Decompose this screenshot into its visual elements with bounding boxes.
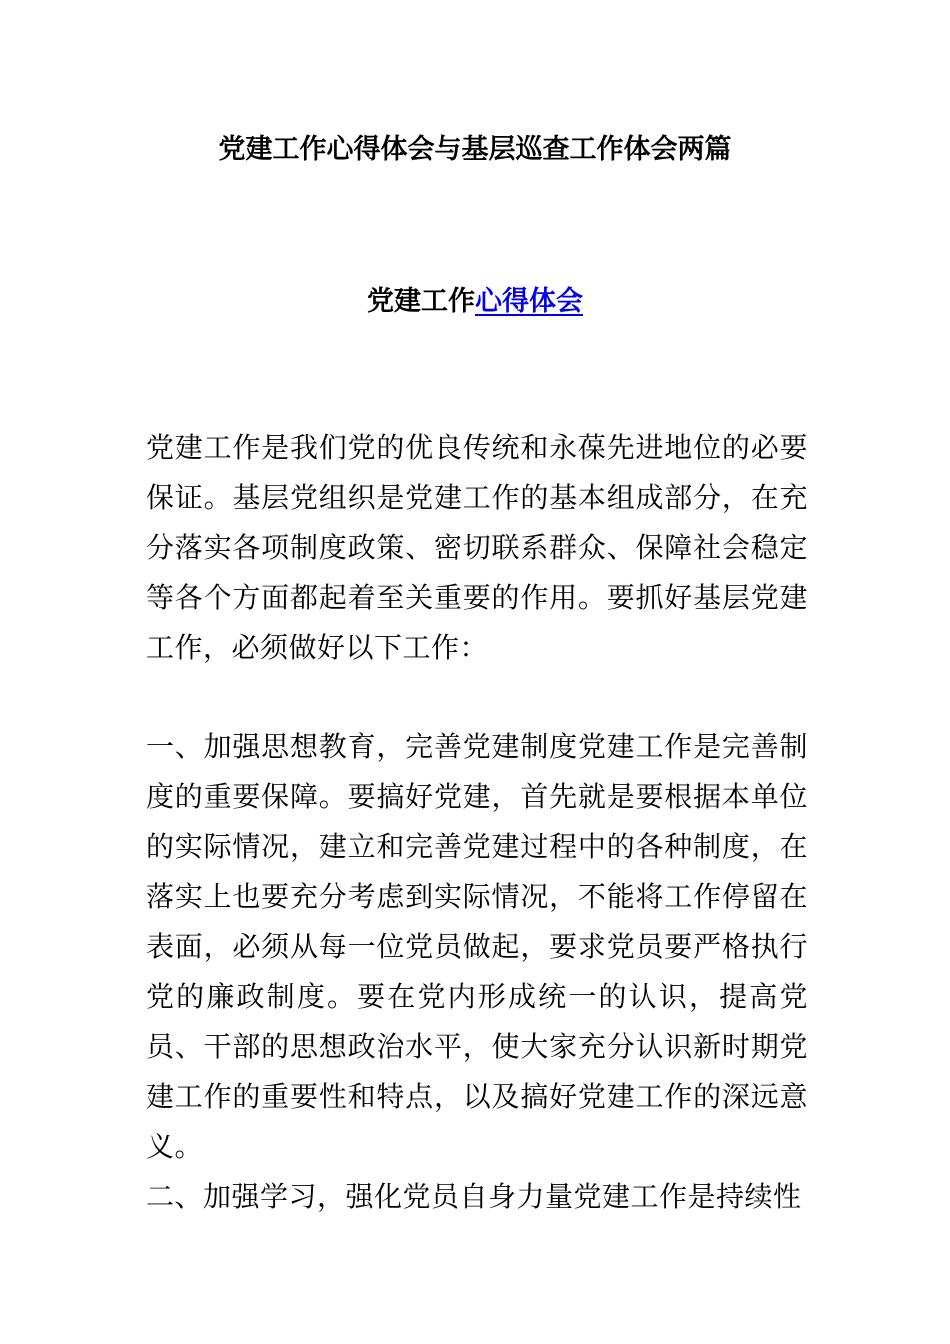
document-title: 党建工作心得体会与基层巡查工作体会两篇 — [218, 134, 732, 165]
body-paragraph-1: 党建工作是我们党的优良传统和永葆先进地位的必要保证。基层党组织是党建工作的基本组成部分，在充分落实各项制度政策、密切联系群众、保障社会稳定等各个方面都起着至关重要的作用。要抓好基层党建工作，必须做好以下工作： — [146, 431, 808, 664]
body-paragraph-2: 一、加强思想教育，完善党建制度党建工作是完善制度的重要保障。要搞好党建，首先就是要根据本单位的实际情况，建立和完善党建过程中的各种制度，在落实上也要充分考虑到实际情况，不能将工作停留在表面，必须从每一位党员做起，要求党员要严格执行党的廉政制度。要在党内形成统一的认识，提高党员、干部的思想政治水平，使大家充分认识新时期党建工作的重要性和特点，以及搞好党建工作的深远意义。 — [146, 730, 808, 1163]
section-title — [0, 282, 950, 322]
section-title-link[interactable]: 心得体会 — [475, 286, 583, 317]
body-paragraph-3: 二、加强学习，强化党员自身力量党建工作是持续性 — [146, 1180, 802, 1213]
section-title-prefix: 党建工作 — [367, 286, 475, 317]
